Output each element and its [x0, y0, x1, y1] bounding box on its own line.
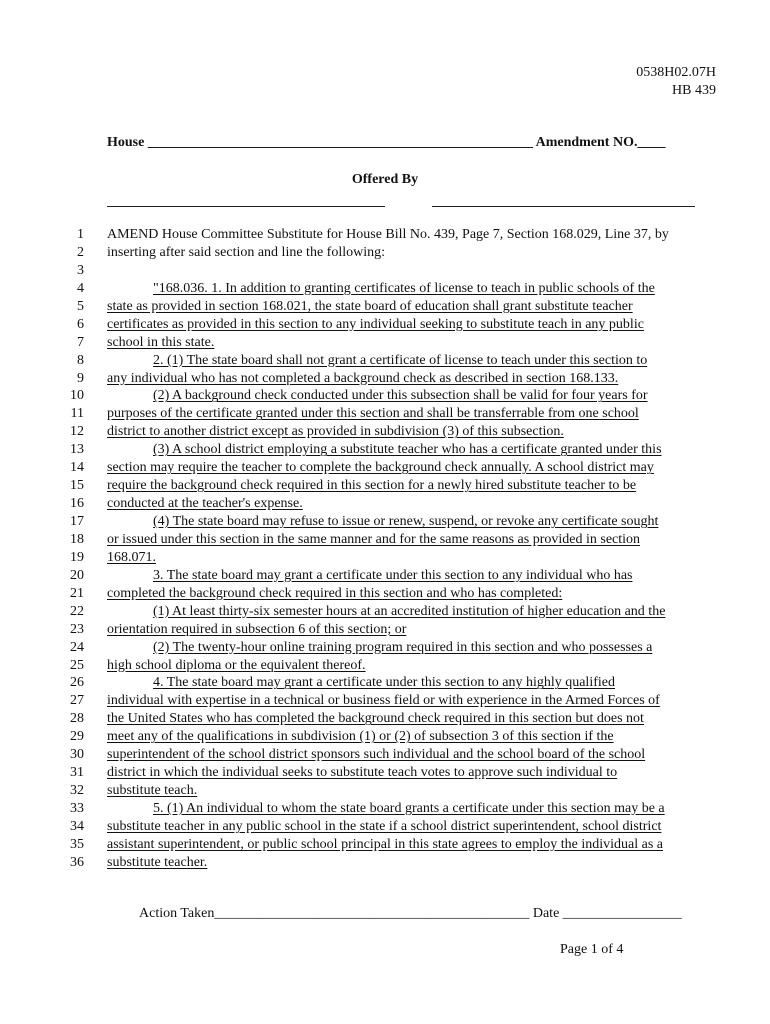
text-line: [0, 603, 770, 621]
text-line: [0, 854, 770, 872]
action-taken-label: Action Taken_____________________________________________: [139, 906, 530, 921]
text-line: [0, 531, 770, 549]
line-text: inserting after said section and line the following:: [107, 244, 385, 260]
line-text: certificates as provided in this section to any individual seeking to substitute teach in any public: [107, 316, 644, 332]
line-text: 3. The state board may grant a certificate under this section to any individual who has: [153, 567, 633, 583]
line-text: substitute teacher.: [107, 854, 208, 870]
line-text: substitute teacher in any public school in the state if a school district superintendent, school district: [107, 818, 662, 834]
text-line: [0, 710, 770, 728]
line-number: 4: [77, 280, 84, 296]
line-text: superintendent of the school district sponsors such individual and the school board of the school: [107, 747, 646, 763]
text-line: [0, 441, 770, 459]
text-line: [0, 459, 770, 477]
line-text: AMEND House Committee Substitute for House Bill No. 439, Page 7, Section 168.029, Line 37, by: [107, 227, 669, 242]
line-text: "168.036. 1. In addition to granting certificates of license to teach in public schools of the: [153, 280, 655, 296]
line-number: 7: [77, 334, 84, 350]
text-line: [0, 746, 770, 764]
line-number: 17: [70, 514, 84, 529]
line-number: 34: [70, 818, 84, 834]
text-line: [0, 764, 770, 782]
line-text: 168.071.: [107, 549, 156, 565]
line-text: conducted at the teacher's expense.: [107, 496, 303, 512]
line-text: (2) The twenty-hour online training program required in this section and who possesses a: [153, 639, 653, 655]
line-number: 11: [70, 406, 84, 422]
line-number: 35: [70, 836, 84, 852]
line-number: 28: [70, 711, 84, 727]
line-text: 5. (1) An individual to whom the state board grants a certificate under this section may be a: [153, 801, 665, 816]
line-number: 31: [70, 765, 84, 781]
date-label: Date _________________: [532, 906, 682, 921]
text-line: [0, 728, 770, 746]
line-number: 16: [70, 496, 84, 512]
line-number: 30: [70, 747, 84, 763]
offered-by-signature-line-left: [107, 206, 385, 207]
text-line: [0, 513, 770, 531]
line-number: 12: [70, 424, 84, 440]
line-number: 3: [77, 262, 84, 278]
line-text: high school diploma or the equivalent thereof.: [107, 657, 366, 673]
line-text: (3) A school district employing a substitute teacher who has a certificate granted under this: [153, 442, 662, 458]
line-number: 13: [70, 442, 84, 458]
bill-number: HB 439: [672, 83, 716, 98]
text-line: [0, 226, 770, 244]
text-line: [0, 495, 770, 513]
text-line: [0, 657, 770, 675]
line-text: state as provided in section 168.021, the state board of education shall grant substitute teacher: [107, 298, 633, 314]
text-line: [0, 674, 770, 692]
line-text: (4) The state board may refuse to issue or renew, suspend, or revoke any certificate sought: [153, 514, 659, 529]
text-line: [0, 549, 770, 567]
text-line: [0, 316, 770, 334]
text-line: [0, 352, 770, 370]
line-text: assistant superintendent, or public school principal in this state agrees to employ the individual as a: [107, 836, 663, 852]
line-number: 14: [70, 460, 84, 476]
line-number: 9: [77, 370, 84, 386]
line-number: 2: [77, 244, 84, 260]
line-number: 20: [70, 567, 84, 583]
text-line: [0, 280, 770, 298]
line-number: 24: [70, 639, 84, 655]
line-number: 1: [77, 227, 84, 242]
offered-by-signature-line-right: [432, 206, 695, 207]
text-line: [0, 405, 770, 423]
text-line: [0, 692, 770, 710]
line-text: the United States who has completed the background check required in this section but does not: [107, 711, 644, 727]
page-number: Page 1 of 4: [560, 942, 624, 957]
line-number: 21: [70, 585, 84, 601]
line-text: any individual who has not completed a background check as described in section 168.133.: [107, 370, 619, 386]
line-text: (2) A background check conducted under this subsection shall be valid for four years for: [153, 388, 648, 404]
line-text: substitute teach.: [107, 783, 198, 799]
line-number: 29: [70, 729, 84, 745]
line-text: purposes of the certificate granted under this section and shall be transferrable from one school: [107, 406, 639, 422]
text-line: [0, 244, 770, 262]
line-number: 36: [70, 854, 84, 870]
text-line: [0, 621, 770, 639]
text-line: [0, 818, 770, 836]
action-taken-line: [139, 906, 717, 922]
text-line: [0, 334, 770, 352]
amendment-number-label: Amendment NO.____: [535, 135, 666, 150]
line-number: 6: [77, 316, 84, 332]
text-line: [0, 639, 770, 657]
text-line: [0, 262, 770, 280]
offered-by-label: Offered By: [351, 172, 419, 187]
line-text: or issued under this section in the same manner and for the same reasons as provided in section: [107, 531, 641, 547]
house-label: House _______________________________________________________: [107, 135, 533, 150]
line-text: orientation required in subsection 6 of this section; or: [107, 621, 407, 637]
line-number: 15: [70, 478, 84, 494]
line-text: meet any of the qualifications in subdivision (1) or (2) of subsection 3 of this section if the: [107, 729, 614, 745]
line-text: district in which the individual seeks to substitute teach votes to approve such individual to: [107, 765, 618, 781]
text-line: [0, 836, 770, 854]
text-line: [0, 370, 770, 388]
document-code-number: 0538H02.07H: [636, 65, 716, 80]
line-number: 5: [77, 298, 84, 314]
line-text: 4. The state board may grant a certificate under this section to any highly qualified: [153, 675, 615, 691]
line-number: 8: [77, 352, 84, 368]
line-number: 26: [70, 675, 84, 691]
line-number: 32: [70, 783, 84, 799]
line-text: school in this state.: [107, 334, 215, 350]
line-number: 19: [70, 549, 84, 565]
line-number: 33: [70, 801, 84, 816]
line-number: 25: [70, 657, 84, 673]
amendment-body: [0, 226, 770, 872]
text-line: [0, 423, 770, 441]
text-line: [0, 585, 770, 603]
text-line: [0, 782, 770, 800]
text-line: [0, 800, 770, 818]
line-number: 22: [70, 603, 84, 619]
amendment-header: [107, 135, 713, 151]
line-text: (1) At least thirty-six semester hours at an accredited institution of higher education and the: [153, 603, 666, 619]
text-line: [0, 477, 770, 495]
line-number: 23: [70, 621, 84, 637]
line-text: individual with expertise in a technical or business field or with experience in the Armed Forces of: [107, 693, 660, 709]
document-code: [636, 64, 716, 100]
line-text: district to another district except as provided in subdivision (3) of this subsection.: [107, 424, 564, 440]
line-text: section may require the teacher to complete the background check annually. A school district may: [107, 460, 654, 476]
line-text: completed the background check required in this section and who has completed:: [107, 585, 563, 601]
line-text: 2. (1) The state board shall not grant a certificate of license to teach under this section to: [153, 352, 648, 368]
line-number: 18: [70, 531, 84, 547]
text-line: [0, 387, 770, 405]
text-line: [0, 298, 770, 316]
line-text: require the background check required in this section for a newly hired substitute teacher to be: [107, 478, 637, 494]
line-number: 27: [70, 693, 84, 709]
text-line: [0, 567, 770, 585]
line-number: 10: [70, 388, 84, 404]
